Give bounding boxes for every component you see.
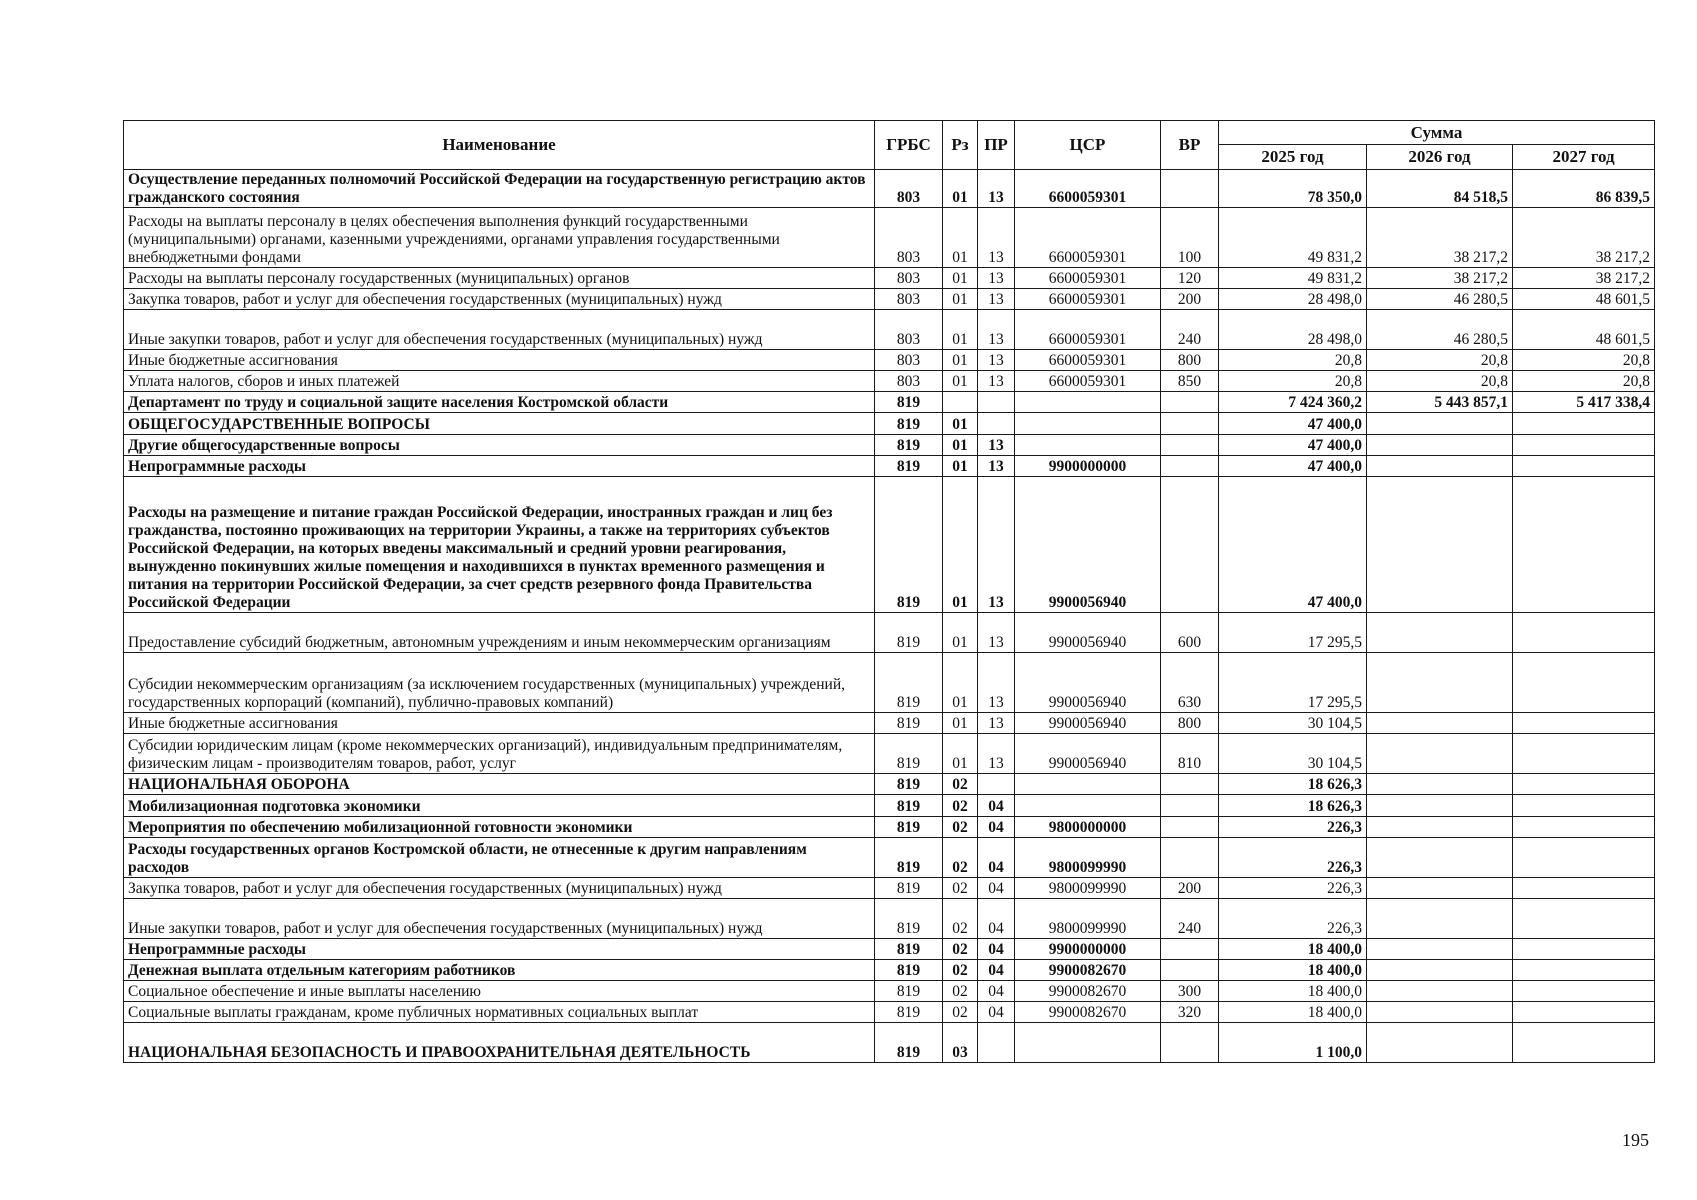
budget-table — [123, 120, 1655, 1063]
row-grbs: 803 — [875, 350, 943, 371]
budget-sheet — [123, 120, 1654, 1063]
row-csr: 6600059301 — [1015, 170, 1161, 208]
table-row — [124, 774, 1655, 795]
row-pr: 04 — [978, 939, 1015, 960]
row-grbs: 819 — [875, 435, 943, 456]
row-rz: 01 — [943, 653, 978, 713]
row-amount-2026: 20,8 — [1367, 371, 1513, 392]
row-csr — [1015, 795, 1161, 817]
row-amount-2025: 17 295,5 — [1219, 653, 1367, 713]
row-pr: 13 — [978, 456, 1015, 477]
row-vr: 240 — [1161, 310, 1219, 350]
row-amount-2026 — [1367, 838, 1513, 878]
row-rz: 01 — [943, 456, 978, 477]
row-name: Закупка товаров, работ и услуг для обеспечения государственных (муниципальных) нужд — [124, 878, 875, 899]
row-pr: 13 — [978, 310, 1015, 350]
row-amount-2025: 7 424 360,2 — [1219, 392, 1367, 413]
row-amount-2027: 5 417 338,4 — [1513, 392, 1655, 413]
table-row — [124, 456, 1655, 477]
row-amount-2027 — [1513, 713, 1655, 734]
row-csr: 9800099990 — [1015, 899, 1161, 939]
row-vr — [1161, 774, 1219, 795]
row-pr — [978, 1023, 1015, 1063]
row-csr: 9900082670 — [1015, 1002, 1161, 1023]
row-csr: 9900082670 — [1015, 981, 1161, 1002]
row-name: Иные бюджетные ассигнования — [124, 713, 875, 734]
row-pr: 13 — [978, 208, 1015, 268]
row-amount-2026: 46 280,5 — [1367, 310, 1513, 350]
row-vr — [1161, 456, 1219, 477]
row-amount-2025: 47 400,0 — [1219, 456, 1367, 477]
row-vr: 200 — [1161, 878, 1219, 899]
row-amount-2027 — [1513, 899, 1655, 939]
row-amount-2027 — [1513, 413, 1655, 435]
row-amount-2026 — [1367, 817, 1513, 838]
row-rz: 02 — [943, 795, 978, 817]
row-csr — [1015, 392, 1161, 413]
row-name: Департамент по труду и социальной защите населения Костромской области — [124, 392, 875, 413]
row-name: Субсидии юридическим лицам (кроме некоммерческих организаций), индивидуальным предпринимателям, физическим лицам - производителям товаров, работ, услуг — [124, 734, 875, 774]
row-pr: 04 — [978, 1002, 1015, 1023]
row-amount-2025: 28 498,0 — [1219, 289, 1367, 310]
table-row — [124, 734, 1655, 774]
row-csr: 9900056940 — [1015, 613, 1161, 653]
row-name: Расходы на выплаты персоналу в целях обеспечения выполнения функций государственными (муниципальными) органами, казенными учреждениями, органами управления государственными внебюджетными фондами — [124, 208, 875, 268]
table-row — [124, 289, 1655, 310]
header-year-2027: 2027 год — [1513, 145, 1655, 170]
row-amount-2026: 46 280,5 — [1367, 289, 1513, 310]
row-rz: 01 — [943, 310, 978, 350]
row-amount-2026 — [1367, 899, 1513, 939]
page-number: 195 — [1622, 1130, 1649, 1150]
row-vr: 240 — [1161, 899, 1219, 939]
row-name: НАЦИОНАЛЬНАЯ ОБОРОНА — [124, 774, 875, 795]
row-vr: 320 — [1161, 1002, 1219, 1023]
header-year-2025: 2025 год — [1219, 145, 1367, 170]
row-csr — [1015, 413, 1161, 435]
row-csr: 9900000000 — [1015, 456, 1161, 477]
row-pr: 13 — [978, 435, 1015, 456]
row-amount-2026 — [1367, 734, 1513, 774]
row-name: Иные бюджетные ассигнования — [124, 350, 875, 371]
row-name: Мероприятия по обеспечению мобилизационной готовности экономики — [124, 817, 875, 838]
header-vr: ВР — [1161, 121, 1219, 170]
row-amount-2026 — [1367, 939, 1513, 960]
row-amount-2026 — [1367, 413, 1513, 435]
row-name: Непрограммные расходы — [124, 939, 875, 960]
row-name: Расходы государственных органов Костромской области, не отнесенные к другим направлениям расходов — [124, 838, 875, 878]
row-rz: 02 — [943, 960, 978, 981]
row-csr — [1015, 435, 1161, 456]
row-grbs: 803 — [875, 371, 943, 392]
row-pr: 13 — [978, 653, 1015, 713]
header-pr: ПР — [978, 121, 1015, 170]
row-pr — [978, 413, 1015, 435]
row-amount-2026 — [1367, 774, 1513, 795]
row-amount-2027 — [1513, 774, 1655, 795]
row-csr: 9900056940 — [1015, 734, 1161, 774]
row-amount-2025: 30 104,5 — [1219, 734, 1367, 774]
row-pr — [978, 774, 1015, 795]
row-grbs: 819 — [875, 477, 943, 613]
row-grbs: 819 — [875, 939, 943, 960]
row-amount-2026: 20,8 — [1367, 350, 1513, 371]
table-header — [124, 121, 1655, 170]
row-rz: 02 — [943, 878, 978, 899]
row-grbs: 819 — [875, 653, 943, 713]
row-amount-2027 — [1513, 939, 1655, 960]
row-csr: 9900056940 — [1015, 477, 1161, 613]
row-rz: 02 — [943, 939, 978, 960]
row-vr: 120 — [1161, 268, 1219, 289]
row-amount-2026 — [1367, 456, 1513, 477]
row-vr — [1161, 939, 1219, 960]
table-row — [124, 899, 1655, 939]
row-rz: 02 — [943, 1002, 978, 1023]
row-amount-2027 — [1513, 456, 1655, 477]
row-grbs: 819 — [875, 456, 943, 477]
row-grbs: 819 — [875, 1023, 943, 1063]
table-row — [124, 878, 1655, 899]
row-amount-2026 — [1367, 1002, 1513, 1023]
row-grbs: 819 — [875, 713, 943, 734]
row-rz: 02 — [943, 838, 978, 878]
table-row — [124, 838, 1655, 878]
row-vr — [1161, 817, 1219, 838]
row-pr: 04 — [978, 960, 1015, 981]
row-amount-2027 — [1513, 734, 1655, 774]
header-csr: ЦСР — [1015, 121, 1161, 170]
row-name: Иные закупки товаров, работ и услуг для обеспечения государственных (муниципальных) нужд — [124, 310, 875, 350]
row-csr: 9900056940 — [1015, 713, 1161, 734]
row-amount-2025: 18 400,0 — [1219, 939, 1367, 960]
row-name: Иные закупки товаров, работ и услуг для обеспечения государственных (муниципальных) нужд — [124, 899, 875, 939]
row-rz: 01 — [943, 413, 978, 435]
row-csr: 9800000000 — [1015, 817, 1161, 838]
row-amount-2025: 47 400,0 — [1219, 413, 1367, 435]
row-name: Непрограммные расходы — [124, 456, 875, 477]
row-csr — [1015, 1023, 1161, 1063]
row-vr: 800 — [1161, 350, 1219, 371]
row-pr: 04 — [978, 878, 1015, 899]
row-amount-2026 — [1367, 653, 1513, 713]
table-row — [124, 613, 1655, 653]
table-row — [124, 981, 1655, 1002]
row-csr: 9900056940 — [1015, 653, 1161, 713]
table-row — [124, 170, 1655, 208]
row-grbs: 819 — [875, 795, 943, 817]
row-name: Субсидии некоммерческим организациям (за исключением государственных (муниципальных) учреждений, государственных корпораций (компаний), публично-правовых компаний) — [124, 653, 875, 713]
row-amount-2027 — [1513, 1002, 1655, 1023]
row-pr: 04 — [978, 899, 1015, 939]
row-vr — [1161, 960, 1219, 981]
row-vr: 850 — [1161, 371, 1219, 392]
table-row — [124, 208, 1655, 268]
row-vr — [1161, 413, 1219, 435]
row-rz: 01 — [943, 713, 978, 734]
row-vr: 100 — [1161, 208, 1219, 268]
row-amount-2025: 30 104,5 — [1219, 713, 1367, 734]
row-amount-2025: 28 498,0 — [1219, 310, 1367, 350]
table-row — [124, 939, 1655, 960]
row-csr: 9800099990 — [1015, 838, 1161, 878]
row-grbs: 803 — [875, 268, 943, 289]
row-vr: 200 — [1161, 289, 1219, 310]
row-csr — [1015, 774, 1161, 795]
row-amount-2026 — [1367, 981, 1513, 1002]
row-rz: 01 — [943, 208, 978, 268]
row-csr: 6600059301 — [1015, 208, 1161, 268]
row-amount-2026: 38 217,2 — [1367, 268, 1513, 289]
row-amount-2025: 47 400,0 — [1219, 477, 1367, 613]
row-amount-2027 — [1513, 817, 1655, 838]
table-row — [124, 435, 1655, 456]
row-amount-2027: 38 217,2 — [1513, 208, 1655, 268]
row-amount-2025: 49 831,2 — [1219, 268, 1367, 289]
row-grbs: 819 — [875, 899, 943, 939]
row-rz: 02 — [943, 899, 978, 939]
row-amount-2027: 20,8 — [1513, 350, 1655, 371]
row-pr: 13 — [978, 734, 1015, 774]
row-amount-2025: 226,3 — [1219, 838, 1367, 878]
header-rz: Рз — [943, 121, 978, 170]
row-rz: 01 — [943, 371, 978, 392]
table-row — [124, 477, 1655, 613]
row-rz: 01 — [943, 613, 978, 653]
row-amount-2026: 84 518,5 — [1367, 170, 1513, 208]
row-pr: 13 — [978, 371, 1015, 392]
row-amount-2025: 18 400,0 — [1219, 1002, 1367, 1023]
row-pr: 04 — [978, 795, 1015, 817]
header-year-2026: 2026 год — [1367, 145, 1513, 170]
row-rz: 01 — [943, 477, 978, 613]
row-vr — [1161, 795, 1219, 817]
row-rz: 02 — [943, 817, 978, 838]
row-vr: 810 — [1161, 734, 1219, 774]
row-amount-2025: 49 831,2 — [1219, 208, 1367, 268]
row-name: Осуществление переданных полномочий Российской Федерации на государственную регистрацию актов гражданского состояния — [124, 170, 875, 208]
row-name: Социальные выплаты гражданам, кроме публичных нормативных социальных выплат — [124, 1002, 875, 1023]
row-rz: 01 — [943, 734, 978, 774]
row-pr: 13 — [978, 477, 1015, 613]
row-amount-2025: 20,8 — [1219, 371, 1367, 392]
row-grbs: 819 — [875, 960, 943, 981]
row-amount-2027 — [1513, 477, 1655, 613]
row-grbs: 819 — [875, 392, 943, 413]
row-amount-2025: 18 400,0 — [1219, 960, 1367, 981]
table-row — [124, 1002, 1655, 1023]
row-pr: 04 — [978, 838, 1015, 878]
row-name: Мобилизационная подготовка экономики — [124, 795, 875, 817]
row-grbs: 819 — [875, 878, 943, 899]
row-amount-2027: 38 217,2 — [1513, 268, 1655, 289]
row-grbs: 803 — [875, 170, 943, 208]
row-name: Социальное обеспечение и иные выплаты населению — [124, 981, 875, 1002]
row-amount-2025: 47 400,0 — [1219, 435, 1367, 456]
row-rz: 01 — [943, 289, 978, 310]
row-amount-2027 — [1513, 795, 1655, 817]
header-name: Наименование — [124, 121, 875, 170]
row-name: Расходы на выплаты персоналу государственных (муниципальных) органов — [124, 268, 875, 289]
row-amount-2027 — [1513, 613, 1655, 653]
row-pr: 13 — [978, 713, 1015, 734]
row-rz: 01 — [943, 170, 978, 208]
row-grbs: 819 — [875, 838, 943, 878]
table-row — [124, 653, 1655, 713]
row-amount-2026 — [1367, 613, 1513, 653]
row-pr: 04 — [978, 817, 1015, 838]
row-vr — [1161, 392, 1219, 413]
row-amount-2026 — [1367, 477, 1513, 613]
row-vr: 630 — [1161, 653, 1219, 713]
row-csr: 6600059301 — [1015, 268, 1161, 289]
row-rz: 03 — [943, 1023, 978, 1063]
row-amount-2027 — [1513, 1023, 1655, 1063]
table-row — [124, 268, 1655, 289]
row-name: Закупка товаров, работ и услуг для обеспечения государственных (муниципальных) нужд — [124, 289, 875, 310]
row-amount-2027 — [1513, 435, 1655, 456]
table-row — [124, 392, 1655, 413]
table-row — [124, 350, 1655, 371]
row-amount-2025: 226,3 — [1219, 878, 1367, 899]
row-vr: 600 — [1161, 613, 1219, 653]
row-csr: 9900082670 — [1015, 960, 1161, 981]
row-csr: 9900000000 — [1015, 939, 1161, 960]
row-amount-2025: 18 400,0 — [1219, 981, 1367, 1002]
table-row — [124, 310, 1655, 350]
row-pr: 13 — [978, 613, 1015, 653]
row-grbs: 819 — [875, 817, 943, 838]
row-name: Денежная выплата отдельным категориям работников — [124, 960, 875, 981]
row-csr: 6600059301 — [1015, 371, 1161, 392]
row-pr: 04 — [978, 981, 1015, 1002]
header-sum: Сумма — [1219, 121, 1655, 145]
row-name: Предоставление субсидий бюджетным, автономным учреждениям и иным некоммерческим организациям — [124, 613, 875, 653]
row-amount-2027: 86 839,5 — [1513, 170, 1655, 208]
row-amount-2025: 226,3 — [1219, 817, 1367, 838]
table-row — [124, 817, 1655, 838]
row-rz: 01 — [943, 350, 978, 371]
row-amount-2027 — [1513, 960, 1655, 981]
row-pr: 13 — [978, 268, 1015, 289]
row-grbs: 819 — [875, 413, 943, 435]
row-grbs: 803 — [875, 208, 943, 268]
row-vr — [1161, 435, 1219, 456]
row-amount-2026 — [1367, 1023, 1513, 1063]
row-name: НАЦИОНАЛЬНАЯ БЕЗОПАСНОСТЬ И ПРАВООХРАНИТЕЛЬНАЯ ДЕЯТЕЛЬНОСТЬ — [124, 1023, 875, 1063]
row-vr: 800 — [1161, 713, 1219, 734]
row-pr: 13 — [978, 170, 1015, 208]
row-vr — [1161, 170, 1219, 208]
row-rz: 02 — [943, 981, 978, 1002]
row-amount-2025: 18 626,3 — [1219, 774, 1367, 795]
row-amount-2027 — [1513, 653, 1655, 713]
row-amount-2026 — [1367, 878, 1513, 899]
row-vr: 300 — [1161, 981, 1219, 1002]
row-name: Другие общегосударственные вопросы — [124, 435, 875, 456]
row-amount-2026: 38 217,2 — [1367, 208, 1513, 268]
row-rz: 01 — [943, 435, 978, 456]
row-amount-2027: 48 601,5 — [1513, 289, 1655, 310]
row-grbs: 819 — [875, 774, 943, 795]
table-row — [124, 713, 1655, 734]
row-amount-2026 — [1367, 713, 1513, 734]
row-rz: 02 — [943, 774, 978, 795]
row-amount-2025: 18 626,3 — [1219, 795, 1367, 817]
table-row — [124, 371, 1655, 392]
row-grbs: 819 — [875, 734, 943, 774]
row-name: Расходы на размещение и питание граждан Российской Федерации, иностранных граждан и лиц без гражданства, постоянно проживающих на территории Украины, а также на территориях субъектов Российской Федерации, на которых введены максимальный и средний уровни реагирования, вынужденно покинувших жилые помещения и находившихся в пунктах временного размещения и питания на территории Российской Федерации, за счет средств резервного фонда Правительства Российской Федерации — [124, 477, 875, 613]
row-pr — [978, 392, 1015, 413]
table-row — [124, 795, 1655, 817]
row-csr: 6600059301 — [1015, 310, 1161, 350]
table-row — [124, 1023, 1655, 1063]
row-amount-2027: 20,8 — [1513, 371, 1655, 392]
row-amount-2025: 78 350,0 — [1219, 170, 1367, 208]
row-amount-2026 — [1367, 960, 1513, 981]
row-amount-2027 — [1513, 838, 1655, 878]
row-rz — [943, 392, 978, 413]
row-grbs: 819 — [875, 613, 943, 653]
row-grbs: 803 — [875, 289, 943, 310]
table-body — [124, 170, 1655, 1063]
row-amount-2025: 20,8 — [1219, 350, 1367, 371]
table-row — [124, 960, 1655, 981]
row-grbs: 803 — [875, 310, 943, 350]
row-name: Уплата налогов, сборов и иных платежей — [124, 371, 875, 392]
row-vr — [1161, 477, 1219, 613]
header-grbs: ГРБС — [875, 121, 943, 170]
row-csr: 9800099990 — [1015, 878, 1161, 899]
row-rz: 01 — [943, 268, 978, 289]
row-amount-2025: 17 295,5 — [1219, 613, 1367, 653]
row-amount-2027 — [1513, 981, 1655, 1002]
row-csr: 6600059301 — [1015, 289, 1161, 310]
table-row — [124, 413, 1655, 435]
row-pr: 13 — [978, 350, 1015, 371]
row-amount-2026: 5 443 857,1 — [1367, 392, 1513, 413]
row-amount-2026 — [1367, 435, 1513, 456]
row-name: ОБЩЕГОСУДАРСТВЕННЫЕ ВОПРОСЫ — [124, 413, 875, 435]
row-amount-2027 — [1513, 878, 1655, 899]
row-vr — [1161, 838, 1219, 878]
row-amount-2027: 48 601,5 — [1513, 310, 1655, 350]
row-csr: 6600059301 — [1015, 350, 1161, 371]
row-amount-2025: 226,3 — [1219, 899, 1367, 939]
row-amount-2025: 1 100,0 — [1219, 1023, 1367, 1063]
row-amount-2026 — [1367, 795, 1513, 817]
row-pr: 13 — [978, 289, 1015, 310]
row-grbs: 819 — [875, 1002, 943, 1023]
row-vr — [1161, 1023, 1219, 1063]
row-grbs: 819 — [875, 981, 943, 1002]
